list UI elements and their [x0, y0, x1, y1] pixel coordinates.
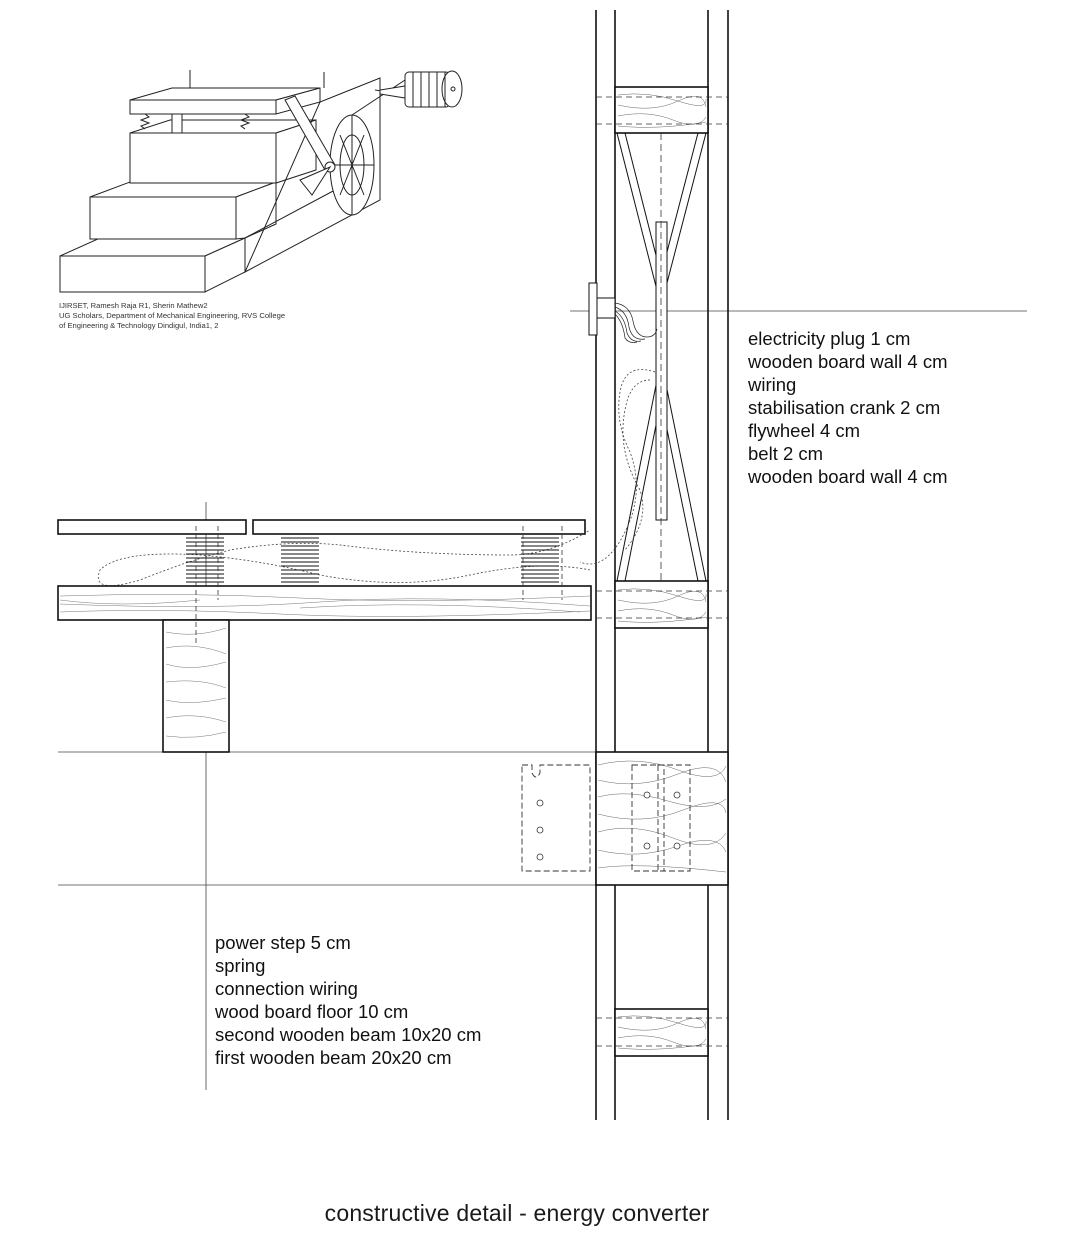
floor-assembly [58, 520, 591, 752]
electricity-plug [589, 283, 615, 335]
credit-line-2: UG Scholars, Department of Mechanical Engineering, RVS College [59, 311, 286, 320]
credit-line-1: IJIRSET, Ramesh Raja R1, Sherin Mathew2 [59, 301, 208, 310]
springs [180, 534, 565, 586]
label-connection-wiring: connection wiring [215, 978, 358, 999]
label-stabilisation-crank: stabilisation crank 2 cm [748, 397, 941, 418]
label-wooden-board-wall-2: wooden board wall 4 cm [748, 466, 948, 487]
wall-section [596, 10, 728, 1120]
connection-wiring [98, 370, 655, 586]
credit-line-3: of Engineering & Technology Dindigul, India1, 2 [59, 321, 219, 330]
label-power-step: power step 5 cm [215, 932, 351, 953]
label-wooden-board-wall: wooden board wall 4 cm [748, 351, 948, 372]
label-wiring: wiring [748, 374, 797, 395]
label-spring: spring [215, 955, 266, 976]
flywheel-mechanism [617, 133, 706, 581]
label-flywheel: flywheel 4 cm [748, 420, 861, 441]
floor-legend [215, 931, 481, 1069]
source-credit [59, 301, 285, 331]
wiring [615, 303, 657, 343]
isometric-reference-sketch [60, 70, 462, 292]
label-first-wooden-beam: first wooden beam 20x20 cm [215, 1047, 452, 1068]
wall-legend [748, 327, 948, 488]
label-wood-board-floor: wood board floor 10 cm [215, 1001, 409, 1022]
label-electricity-plug: electricity plug 1 cm [748, 328, 911, 349]
drawing-caption: constructive detail - energy converter [324, 1200, 710, 1226]
label-belt: belt 2 cm [748, 443, 824, 464]
label-second-wooden-beam: second wooden beam 10x20 cm [215, 1024, 482, 1045]
